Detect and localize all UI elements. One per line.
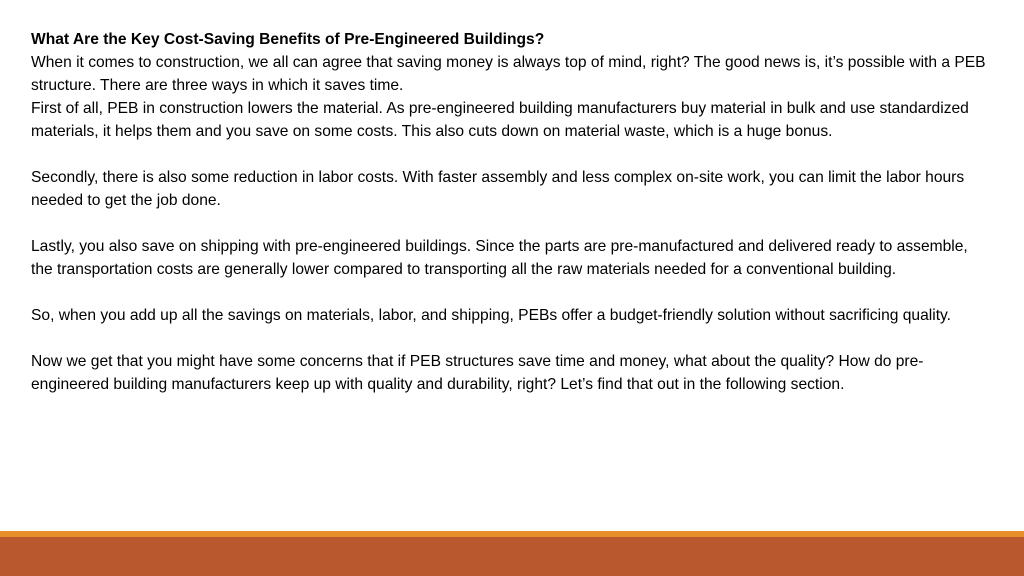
paragraph-spacer bbox=[31, 281, 993, 304]
material-paragraph: First of all, PEB in construction lowers the material. As pre-engineered building manufacturers buy material in bulk and use standardized materials, it helps them and you save on some costs. This also cuts down on material waste, which is a huge bonus. bbox=[31, 100, 969, 140]
quality-paragraph: Now we get that you might have some concerns that if PEB structures save time and money, what about the quality? How do pre-engineered building manufacturers keep up with quality and durability, right? Let’s find that out in the following section. bbox=[31, 353, 924, 393]
intro-paragraph: When it comes to construction, we all can agree that saving money is always top of mind, right? The good news is, it’s possible with a PEB structure. There are three ways in which it saves time. bbox=[31, 54, 986, 94]
paragraph-spacer bbox=[31, 143, 993, 166]
labor-paragraph: Secondly, there is also some reduction in labor costs. With faster assembly and less complex on-site work, you can limit the labor hours needed to get the job done. bbox=[31, 169, 965, 209]
paragraph-spacer bbox=[31, 327, 993, 350]
slide-content bbox=[31, 28, 993, 396]
shipping-paragraph: Lastly, you also save on shipping with pre-engineered buildings. Since the parts are pre-manufactured and delivered ready to assemble, the transportation costs are generally lower compared to transporting all the raw materials needed for a conventional building. bbox=[31, 238, 968, 278]
footer-bar bbox=[0, 537, 1024, 576]
paragraph-spacer bbox=[31, 212, 993, 235]
summary-paragraph: So, when you add up all the savings on materials, labor, and shipping, PEBs offer a budget-friendly solution without sacrificing quality. bbox=[31, 307, 951, 324]
section-heading: What Are the Key Cost-Saving Benefits of Pre-Engineered Buildings? bbox=[31, 31, 545, 48]
